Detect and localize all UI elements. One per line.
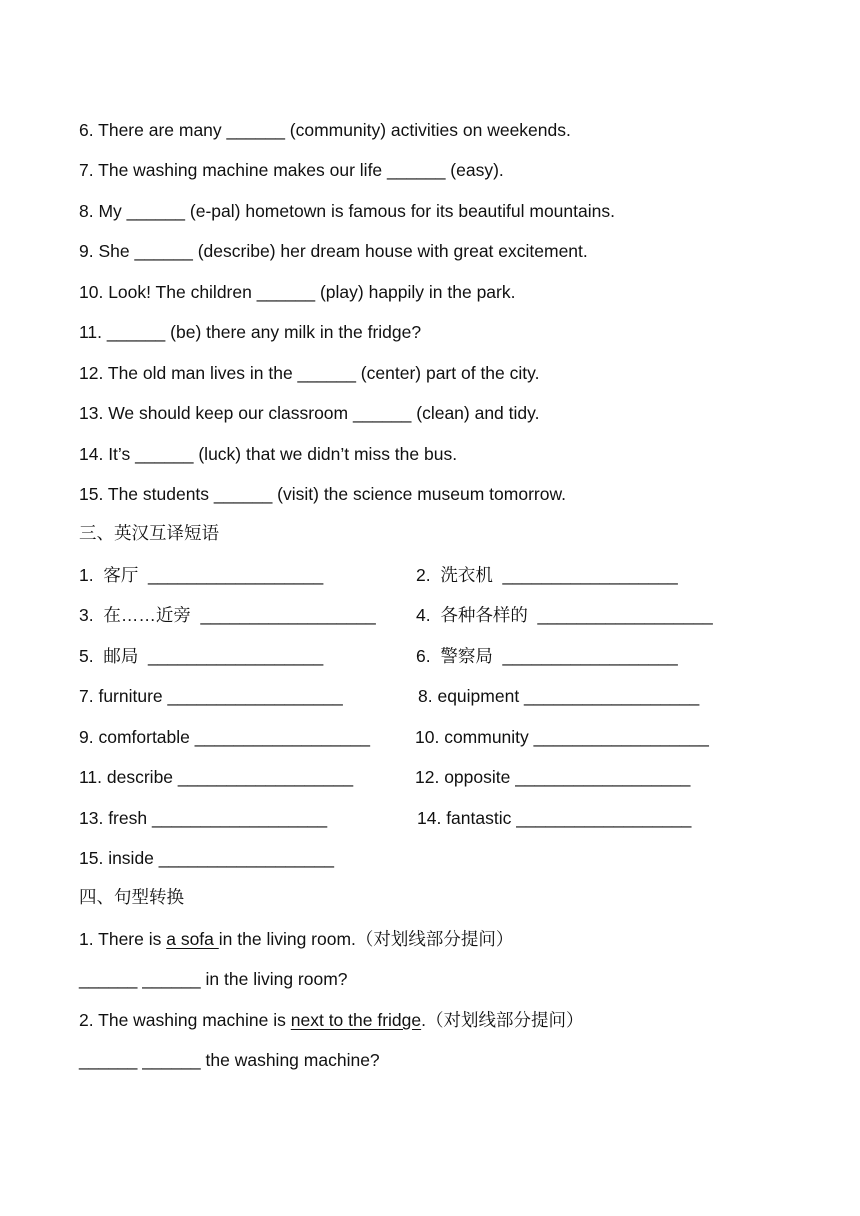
exercise-item-10: 10. Look! The children ______ (play) happily in the park.: [79, 282, 516, 302]
translation-item-1: 1. 客厅 __________________: [79, 565, 324, 585]
exercise-item-12: 12. The old man lives in the ______ (center) part of the city.: [79, 363, 540, 383]
transform-question-2: [79, 1009, 584, 1032]
exercise-item-15: 15. The students ______ (visit) the science museum tomorrow.: [79, 484, 567, 504]
q2-instruction: （对划线部分提问）: [426, 1011, 584, 1031]
translation-item-2: 2. 洗衣机 __________________: [416, 565, 678, 585]
exercise-item-8: 8. My ______ (e-pal) hometown is famous for its beautiful mountains.: [79, 201, 615, 221]
q2-underlined-part: next to the fridge: [290, 1010, 422, 1030]
section-heading-translation: 三、英汉互译短语: [79, 524, 219, 544]
exercise-item-14: 14. It’s ______ (luck) that we didn’t miss the bus.: [79, 444, 458, 464]
exercise-item-13: 13. We should keep our classroom ______ (clean) and tidy.: [79, 403, 540, 423]
translation-item-4: 4. 各种各样的 __________________: [416, 605, 713, 625]
translation-item-11: 11. describe __________________: [79, 767, 354, 787]
transform-question-1: [79, 928, 513, 951]
translation-item-15: 15. inside __________________: [79, 848, 334, 868]
translation-item-8: 8. equipment __________________: [418, 686, 700, 706]
q1-prefix: 1. There is: [79, 929, 167, 949]
transform-answer-2: ______ ______ the washing machine?: [79, 1050, 380, 1070]
exercise-item-6: 6. There are many ______ (community) activities on weekends.: [79, 120, 571, 140]
translation-item-13: 13. fresh __________________: [79, 808, 328, 828]
translation-item-9: 9. comfortable __________________: [79, 727, 370, 747]
translation-item-14: 14. fantastic __________________: [417, 808, 692, 828]
q1-underlined-part: a sofa: [166, 929, 219, 949]
transform-answer-1: ______ ______ in the living room?: [79, 969, 348, 989]
section-heading-sentence-transform: 四、句型转换: [79, 888, 184, 908]
exercise-item-11: 11. ______ (be) there any milk in the fridge?: [79, 322, 422, 342]
q1-instruction: （对划线部分提问）: [355, 930, 514, 950]
translation-item-6: 6. 警察局 __________________: [416, 646, 678, 666]
q2-suffix: .: [421, 1010, 426, 1030]
q1-suffix: in the living room.: [218, 929, 356, 949]
exercise-item-7: 7. The washing machine makes our life ______ (easy).: [79, 160, 504, 180]
exercise-item-9: 9. She ______ (describe) her dream house with great excitement.: [79, 241, 588, 261]
q2-prefix: 2. The washing machine is: [79, 1010, 291, 1030]
translation-item-10: 10. community __________________: [415, 727, 709, 747]
translation-item-5: 5. 邮局 __________________: [79, 646, 324, 666]
translation-item-7: 7. furniture __________________: [79, 686, 343, 706]
translation-item-3: 3. 在……近旁 __________________: [79, 605, 376, 625]
translation-item-12: 12. opposite __________________: [415, 767, 691, 787]
